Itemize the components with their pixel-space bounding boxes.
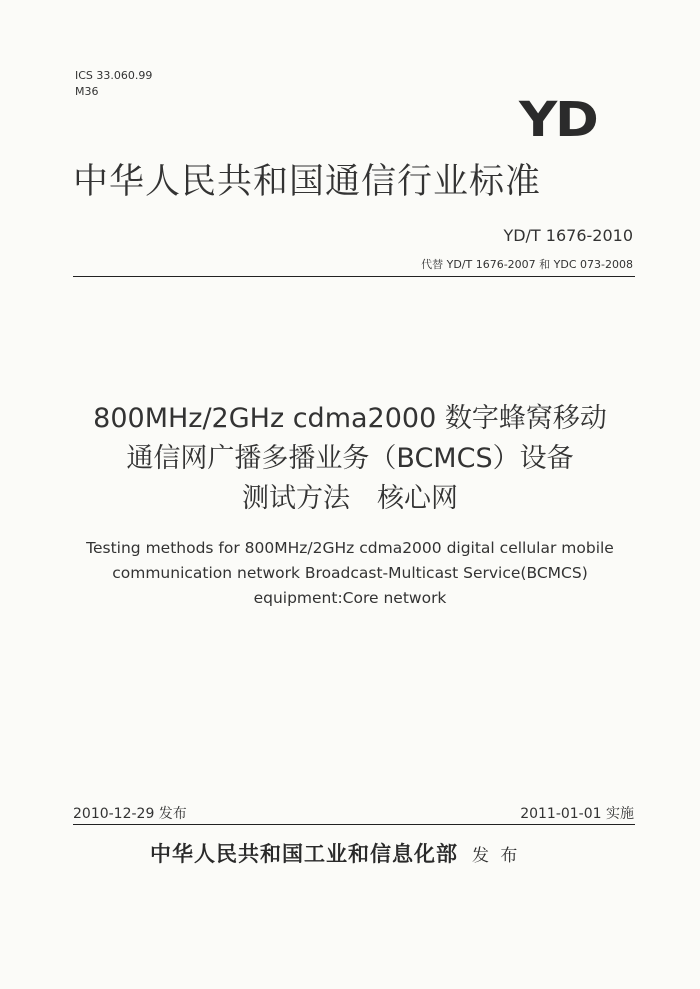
ccs-code: M36 (75, 85, 99, 98)
bottom-divider (73, 824, 635, 825)
english-title-line: communication network Broadcast-Multicast Service(BCMCS) (112, 564, 588, 582)
release-word: 发 布 (472, 846, 521, 866)
chinese-title-line: 800MHz/2GHz cdma2000 数字蜂窝移动 (93, 403, 607, 434)
yd-logo: YD (519, 92, 597, 148)
replaces-note: 代替 YD/T 1676-2007 和 YDC 073-2008 (421, 258, 633, 271)
english-title-line: Testing methods for 800MHz/2GHz cdma2000 digital cellular mobile (86, 539, 614, 557)
classification-codes (75, 68, 152, 100)
ics-code: ICS 33.060.99 (75, 69, 153, 82)
standard-category-title: 中华人民共和国通信行业标准 (73, 162, 542, 202)
standard-number: YD/T 1676-2010 (503, 226, 633, 245)
publisher-line (150, 838, 520, 868)
chinese-title-line: 测试方法 核心网 (242, 483, 458, 514)
publisher-name: 中华人民共和国工业和信息化部 (150, 841, 458, 866)
english-title-line: equipment:Core network (253, 589, 447, 607)
chinese-title (0, 399, 700, 519)
english-title (0, 536, 700, 611)
chinese-title-line: 通信网广播多播业务（BCMCS）设备 (126, 443, 574, 474)
implementation-date: 2011-01-01 实施 (520, 806, 634, 822)
issue-date: 2010-12-29 发布 (73, 806, 187, 822)
top-divider (73, 276, 635, 277)
